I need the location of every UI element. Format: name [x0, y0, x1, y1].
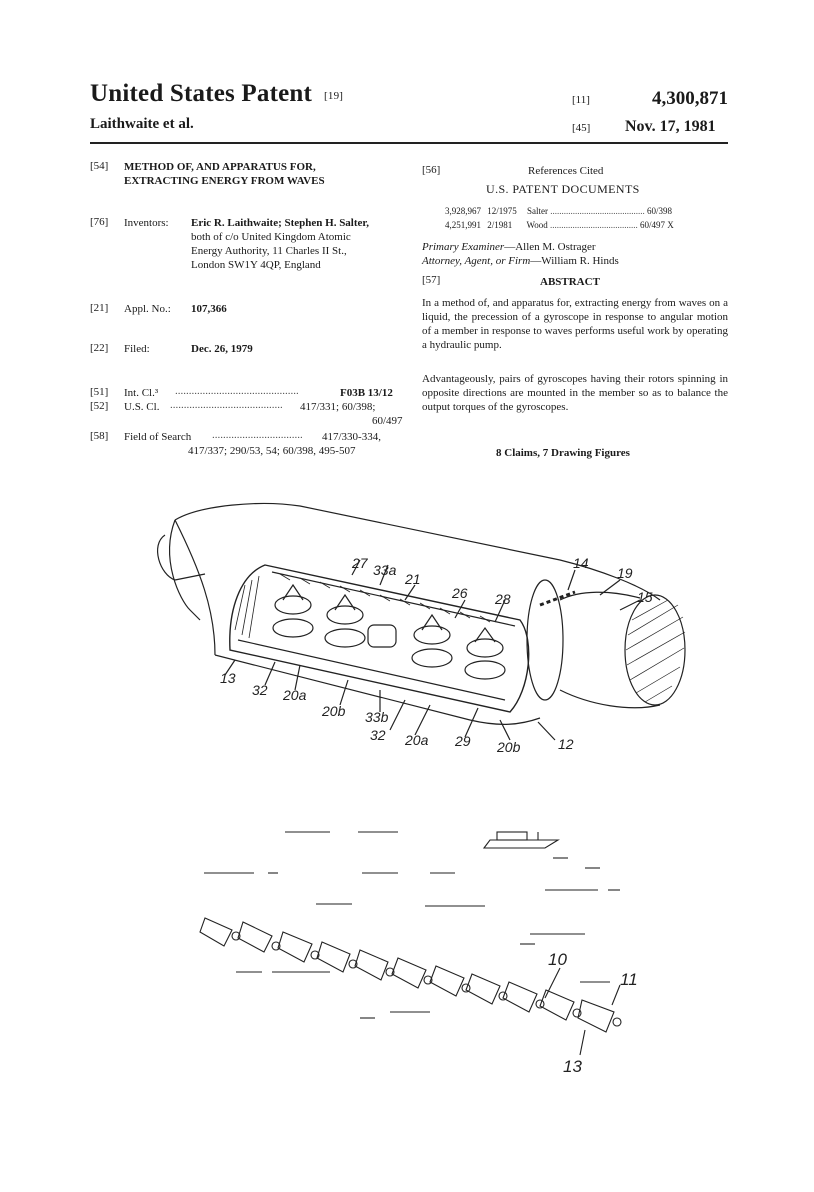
- label-19: 19: [617, 565, 633, 581]
- title-field-code: [54]: [90, 160, 109, 172]
- label-27: 27: [352, 555, 368, 571]
- label-13: 13: [220, 670, 236, 686]
- figure-2-drawing: [200, 832, 621, 1055]
- intcl-leader: .............................................: [175, 385, 299, 397]
- ref-number: 3,928,967: [445, 206, 481, 216]
- label-33b: 33b: [365, 709, 389, 725]
- refs-code: [56]: [422, 164, 441, 176]
- fos-label: Field of Search: [124, 431, 192, 443]
- filed-code: [22]: [90, 342, 109, 354]
- label-20a: 20a: [283, 687, 307, 703]
- appl-code: [21]: [90, 302, 109, 314]
- abstract-title: ABSTRACT: [540, 276, 600, 288]
- fos-value2: 417/337; 290/53, 54; 60/398, 495-507: [188, 445, 356, 457]
- label-15: 15: [637, 589, 653, 605]
- ref-date: 2/1981: [487, 220, 513, 230]
- patent-title: United States Patent [19]: [90, 80, 344, 107]
- abstract-paragraph-2: Advantageously, pairs of gyroscopes having their rotors spinning in opposite directions are mounted in the member so as to balance the output torques of the gyroscopes.: [422, 373, 728, 413]
- label-20a-2: 20a: [405, 732, 429, 748]
- abstract-code: [57]: [422, 274, 441, 286]
- label-14: 14: [573, 555, 589, 571]
- appl-label: Appl. No.:: [124, 303, 171, 315]
- label-12: 12: [558, 736, 574, 752]
- intcl-label: Int. Cl.³: [124, 387, 159, 399]
- patent-number-code: [11]: [572, 94, 590, 106]
- ref-class: 60/398: [647, 206, 673, 216]
- ref-row: 3,928,967 12/1975 Salter .......................................... 60/398: [445, 206, 673, 216]
- invention-title-line1: METHOD OF, AND APPARATUS FOR,: [124, 161, 316, 173]
- appl-value: 107,366: [191, 303, 227, 315]
- inventors-line2: both of c/o United Kingdom Atomic: [191, 231, 351, 243]
- label-11: 11: [620, 970, 638, 989]
- attorney: Attorney, Agent, or Firm—William R. Hinds: [422, 255, 619, 267]
- body-bottom-edge: [215, 655, 540, 724]
- abstract-paragraph-1: In a method of, and apparatus for, extracting energy from waves on a liquid, the precession of a gyroscope in response to angular motion of a member in response to waves performs useful work by operating a hydraulic pump.: [422, 297, 728, 351]
- ref-name: Wood: [526, 220, 548, 230]
- ref-class: 60/497 X: [640, 220, 674, 230]
- ref-row: 4,251,991 2/1981 Wood ....................................... 60/497 X: [445, 220, 674, 230]
- gyroscope-units: [273, 585, 505, 679]
- uscl-value2: 60/497: [372, 415, 403, 427]
- patent-number: 4,300,871: [652, 88, 728, 109]
- filed-value: Dec. 26, 1979: [191, 343, 253, 355]
- claims-count: 8 Claims, 7 Drawing Figures: [496, 447, 630, 459]
- figure-2-labels: [548, 950, 638, 1076]
- inventors-code: [76]: [90, 216, 109, 228]
- label-28: 28: [495, 591, 511, 607]
- label-32b: 32: [370, 727, 386, 743]
- intcl-code: [51]: [90, 386, 109, 398]
- fos-leader: .................................: [212, 429, 303, 441]
- refs-title: References Cited: [528, 165, 604, 177]
- refs-subtitle: U.S. PATENT DOCUMENTS: [486, 182, 640, 196]
- uscl-code: [52]: [90, 400, 109, 412]
- ref-name: Salter: [527, 206, 549, 216]
- inventors-line3: Energy Authority, 11 Charles II St.,: [191, 245, 347, 257]
- date-code: [45]: [572, 122, 591, 134]
- fos-code: [58]: [90, 430, 109, 442]
- inventors-line4: London SW1Y 4QP, England: [191, 259, 321, 271]
- label-20b-2: 20b: [497, 739, 521, 755]
- header-rule: [90, 142, 728, 144]
- uscl-label: U.S. Cl.: [124, 401, 160, 413]
- label-29: 29: [455, 733, 471, 749]
- patent-date: Nov. 17, 1981: [625, 118, 716, 135]
- label-32: 32: [252, 682, 268, 698]
- filed-label: Filed:: [124, 343, 150, 355]
- ref-date: 12/1975: [487, 206, 517, 216]
- label-33a: 33a: [373, 562, 397, 578]
- inventors-line1: Eric R. Laithwaite; Stephen H. Salter,: [191, 217, 370, 229]
- label-20b: 20b: [322, 703, 346, 719]
- label-26: 26: [452, 585, 468, 601]
- invention-title-line2: EXTRACTING ENERGY FROM WAVES: [124, 175, 325, 187]
- label-13-fig2: 13: [563, 1057, 582, 1076]
- primary-examiner: Primary Examiner—Allen M. Ostrager: [422, 241, 596, 253]
- uscl-leader: .........................................: [170, 399, 283, 411]
- title-code: [19]: [324, 90, 344, 102]
- inventors-short: Laithwaite et al.: [90, 116, 194, 132]
- uscl-value: 417/331; 60/398;: [300, 401, 376, 413]
- label-10: 10: [548, 950, 567, 969]
- float-string: [200, 918, 621, 1032]
- ref-number: 4,251,991: [445, 220, 481, 230]
- body-top-edge: [175, 504, 660, 600]
- body-left-end: [170, 520, 200, 620]
- inventors-label: Inventors:: [124, 217, 169, 229]
- fos-value: 417/330-334,: [322, 431, 381, 443]
- intcl-value: F03B 13/12: [340, 387, 393, 399]
- figure-1-labels: [220, 555, 653, 755]
- label-21: 21: [405, 571, 421, 587]
